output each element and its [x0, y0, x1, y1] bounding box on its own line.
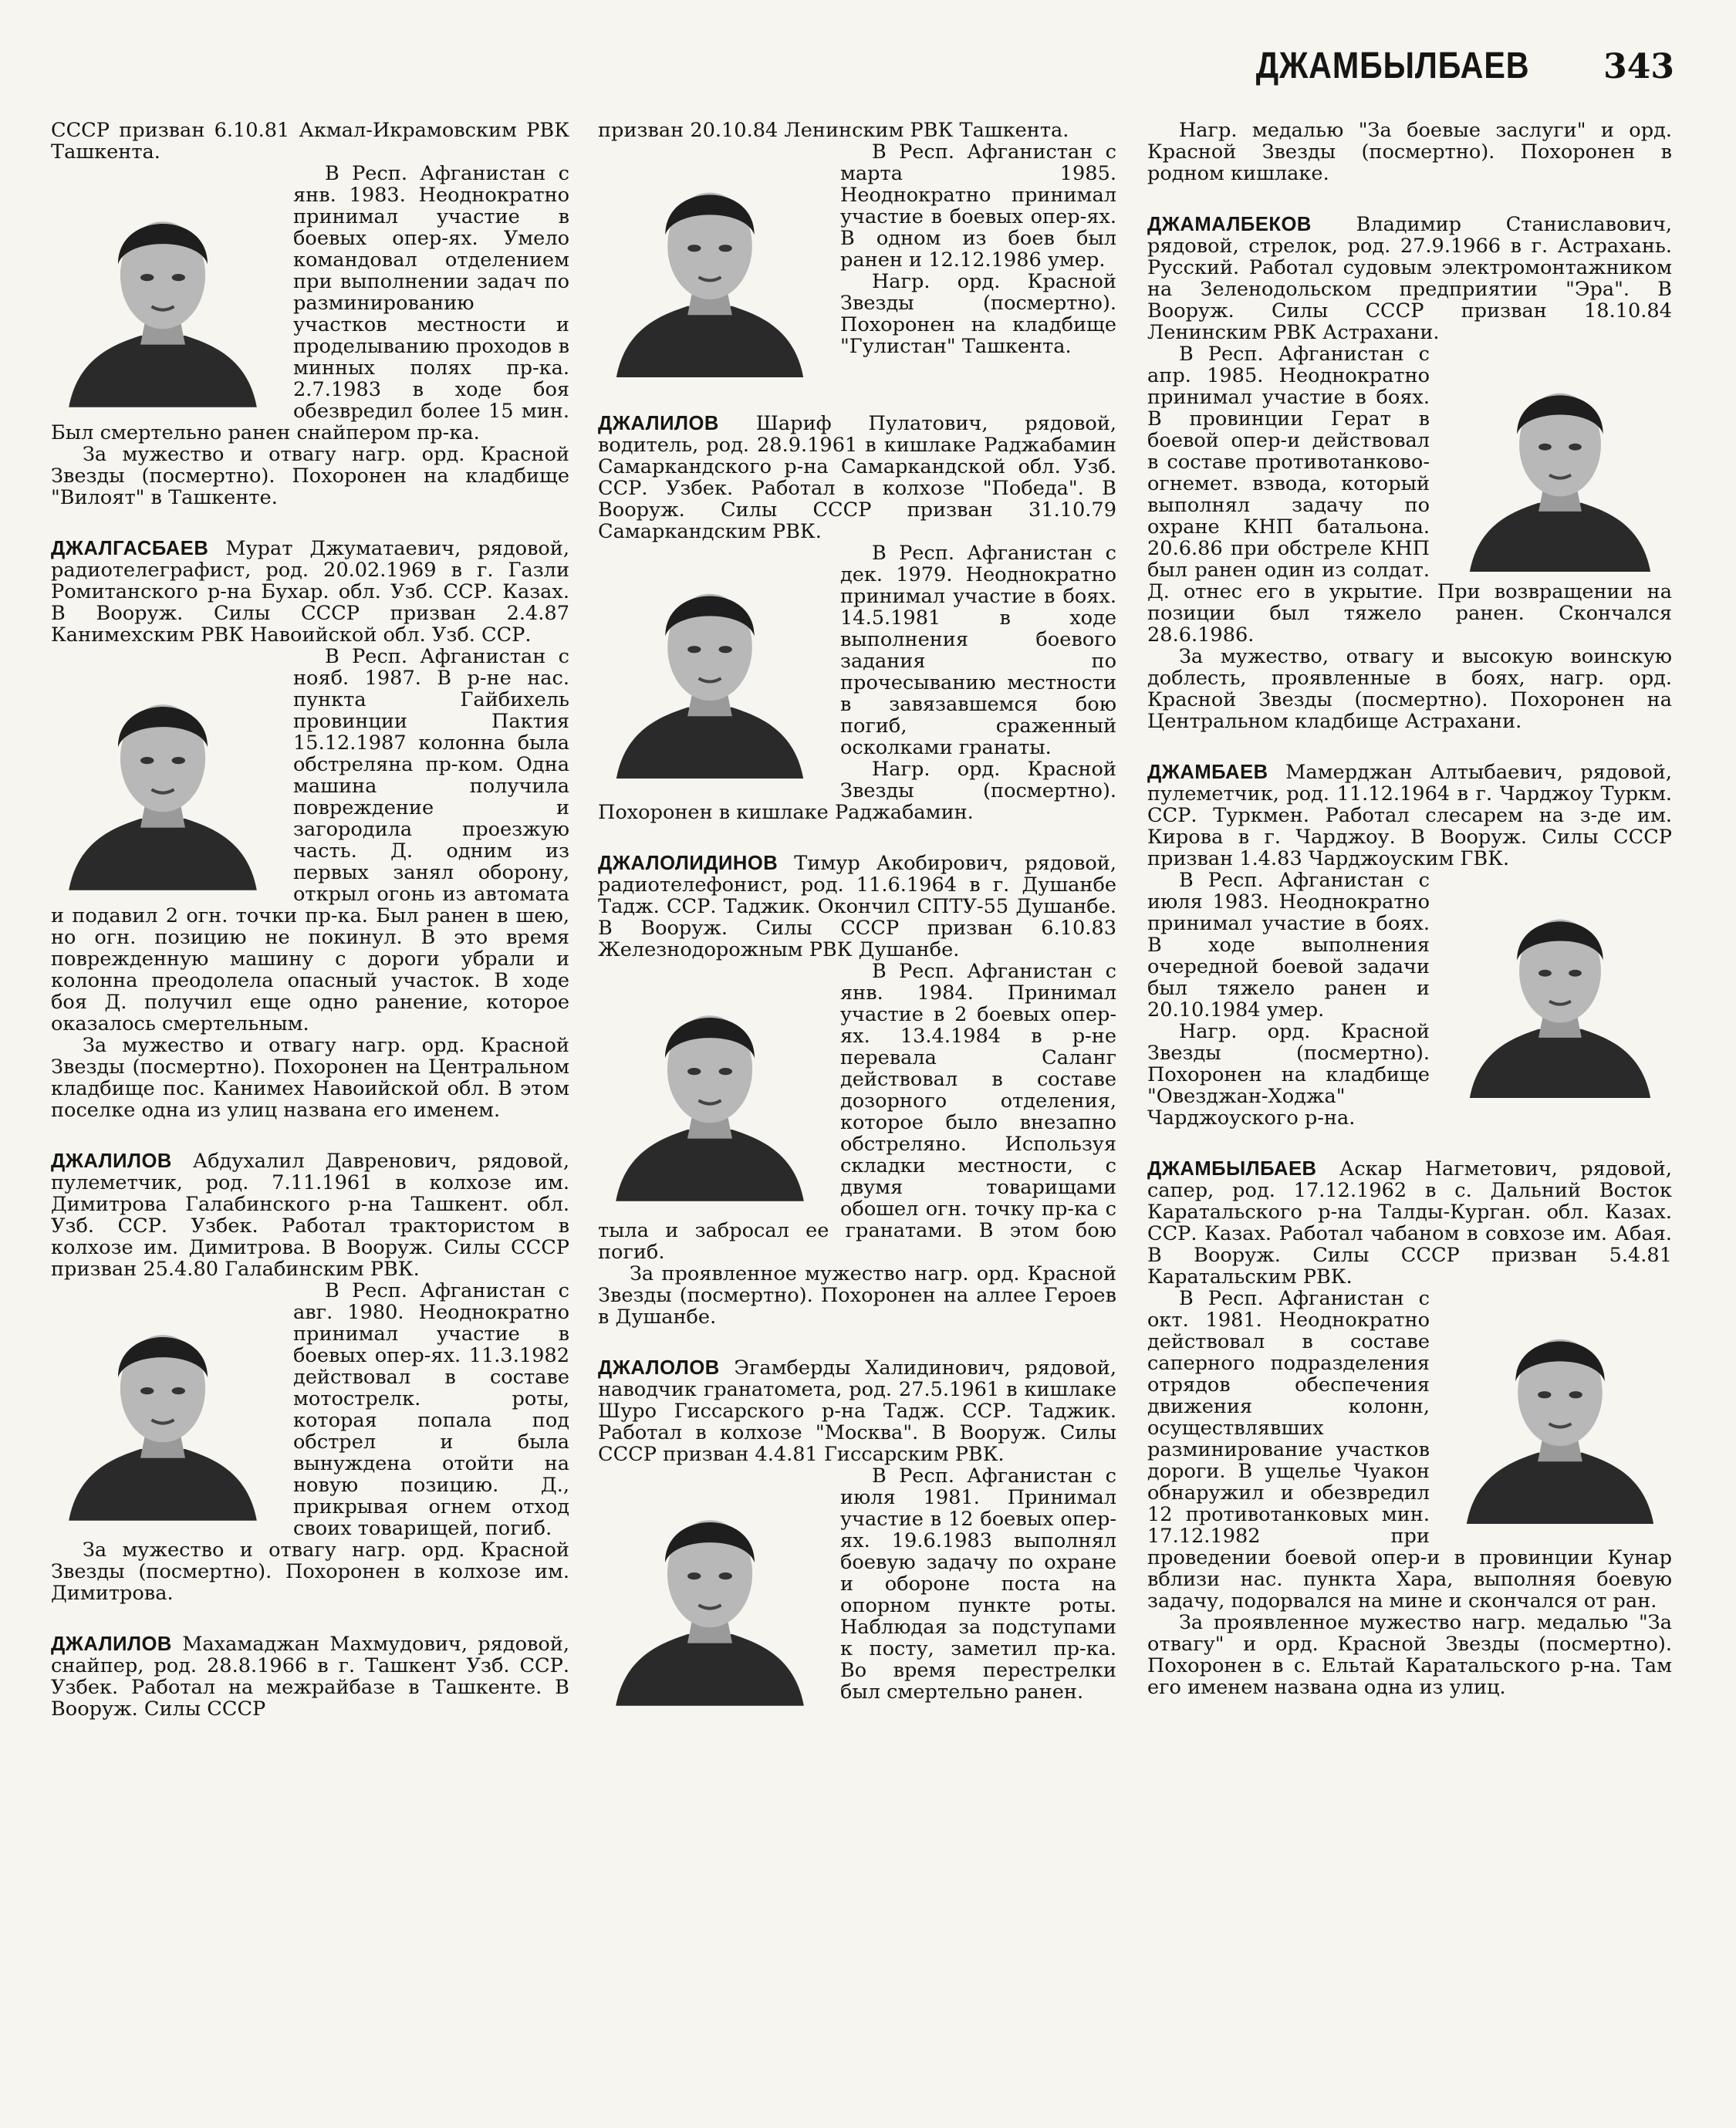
running-head: ДЖАМБЫЛБАЕВ: [1255, 46, 1530, 86]
entry-surname: ДЖАМБАЕВ: [1147, 762, 1268, 783]
entry-award-text: За проявленное мужество нагр. орд. Красной Звезды (посмертно). Похоронен на аллее Героев в Душанбе.: [598, 1262, 1116, 1329]
page-header: [1211, 45, 1674, 87]
entry-surname: ДЖАЛОЛОВ: [598, 1357, 720, 1379]
column-3: [1147, 120, 1672, 2118]
entry-award-text: Нагр. орд. Красной Звезды (посмертно). Похоронен в кишлаке Раджабамин.: [598, 758, 1116, 824]
entry-award-text: Нагр. орд. Красной Звезды (посмертно). Похоронен на кладбище "Овезджан-Ходжа" Чарджоуского р-на.: [1147, 1020, 1430, 1130]
portrait-photo: [1448, 1292, 1672, 1524]
portrait-photo: [598, 1470, 822, 1709]
entry-surname: ДЖАЛИЛОВ: [598, 413, 719, 434]
entry-surname: ДЖАЛИЛОВ: [51, 1150, 172, 1172]
entry-award-text: За мужество и отвагу нагр. орд. Красной Звезды (посмертно). Похоронен на Центральном кладбище пос. Канимех Навоийской обл. В этом поселке одна из улиц названа его именем.: [51, 1034, 569, 1122]
entry-service-text: В Респ. Афганистан с дек. 1979. Неоднократно принимал участие в боях. 14.5.1981 в ходе выполнения боевого задания по прочесыванию местности в завязавшемся бою погиб, сраженный осколками гранаты.: [840, 542, 1116, 759]
entry-lead-text: призван 20.10.84 Ленинским РВК Ташкента.: [598, 120, 1069, 142]
entry-dzhalgasbaev: [51, 538, 569, 1121]
entry-surname: ДЖАЛГАСБАЕВ: [51, 538, 209, 559]
entry-surname: ДЖАМБЫЛБАЕВ: [1147, 1158, 1317, 1180]
entry-award-text: За мужество, отвагу и высокую воинскую доблесть, проявленные в боях, нагр. орд. Красной Звезды (посмертно). Похоронен на Центральном кладбище Астрахани.: [1147, 645, 1672, 733]
entry-service-text: В Респ. Афганистан с апр. 1985. Неоднократно принимал участие в боях. В провинции Герат в боевой опер-и действовал в составе противотанково-огнемет. взвода, который выполнял задачу по охране КНП батальона. 20.6.86 при обстреле КНП был ранен один из солдат. Д. отнес его в укрытие. При возвращении на позиции был тяжело ранен. Скончался 28.6.1986.: [1147, 343, 1672, 647]
entry-award-text: Нагр. орд. Красной Звезды (посмертно). Похоронен на кладбище "Гулистан" Ташкента.: [840, 270, 1116, 358]
entry-service-text: В Респ. Афганистан с окт. 1981. Неоднократно действовал в составе саперного подразделения отрядов обеспечения движения колонн, осуществлявших разминирование участков дороги. В ущелье Чуакон обнаружил и обезвредил 12 противотанковых мин. 17.12.1982 при проведении боевой опер-и в провинции Кунар вблизи нас. пункта Хара, выполняя боевую задачу, подорвался на мине и скончался от ран.: [1147, 1287, 1672, 1613]
entry-dzhambaev: [1147, 762, 1672, 1129]
entry-dzhalolov: [598, 1357, 1116, 1715]
entry-lead-text: Мурат Джуматаевич, рядовой, радиотелеграфист, род. 20.02.1969 в г. Газли Ромитанского р-на Бухар. обл. Узб. ССР. Казах. В Вооруж. Силы СССР призван 2.4.87 Канимехским РВК Навоийской обл. Узб. ССР.: [51, 537, 569, 647]
portrait-photo: [1448, 874, 1672, 1098]
entry-surname: ДЖАМАЛБЕКОВ: [1147, 214, 1312, 235]
entry-surname: ДЖАЛИЛОВ: [51, 1633, 172, 1655]
entry-award-text: За мужество и отвагу нагр. орд. Красной Звезды (посмертно). Похоронен на кладбище "Вилоят" в Ташкенте.: [51, 443, 569, 509]
entry-continued: [598, 120, 1116, 383]
entry-lead-text: Махамаджан Махмудович, рядовой, снайпер, род. 28.8.1966 в г. Ташкент Узб. ССР. Узбек. Работал на межрайбазе в Ташкенте. В Вооруж. Силы СССР: [51, 1633, 569, 1721]
entry-award-text: За мужество и отвагу нагр. орд. Красной Звезды (посмертно). Похоронен в колхозе им. Димитрова.: [51, 1539, 569, 1605]
entry-dzhalilov-makhamadzhan: [51, 1633, 569, 1720]
portrait-photo: [598, 146, 822, 377]
entry-dzhalilov-abdukhalil: [51, 1150, 569, 1604]
entry-service-text: В Респ. Афганистан с июля 1983. Неоднократно принимал участие в боях. В ходе выполнения очередной боевой задачи был тяжело ранен и 20.10.1984 умер.: [1147, 869, 1430, 1022]
entry-service-text: В Респ. Афганистан с янв. 1984. Принимал участие в 2 боевых опер-ях. 13.4.1984 в р-не перевала Саланг действовал в составе дозорного отделения, которое было внезапно обстреляно. Используя складки местности, с двумя товарищами обошел огн. точку пр-ка с тыла и забросал ее гранатами. В этом бою погиб.: [598, 960, 1116, 1264]
entry-service-text: В Респ. Афганистан с июля 1981. Принимал участие в 12 боевых опер-ях. 19.6.1983 выполнял боевую задачу по охране и обороне поста на опорном пункте роты. Наблюдая за подступами к посту, заметил пр-ка. Во время перестрелки был смертельно ранен.: [840, 1464, 1116, 1704]
entry-surname: ДЖАЛОЛИДИНОВ: [598, 853, 778, 874]
entry-award-text: Нагр. медалью "За боевые заслуги" и орд. Красной Звезды (посмертно). Похоронен в родном кишлаке.: [1147, 120, 1672, 185]
entry-lead-text: Тимур Акобирович, рядовой, радиотелефонист, род. 11.6.1964 в г. Душанбе Тадж. ССР. Таджик. Окончил СПТУ-55 Душанбе. В Вооруж. Силы СССР призван 6.10.83 Железнодорожным РВК Душанбе.: [598, 852, 1116, 961]
entry-lead-text: Мамерджан Алтыбаевич, рядовой, пулеметчик, род. 11.12.1964 в г. Чарджоу Туркм. ССР. Туркмен. Работал слесарем на з-де им. Кирова в г. Чарджоу. В Вооруж. Силы СССР призван 1.4.83 Чарджоуским ГВК.: [1147, 761, 1672, 870]
portrait-photo: [51, 650, 275, 897]
entry-service-text: В Респ. Афганистан с нояб. 1987. В р-не нас. пункта Гайбихель провинции Пактия 15.12.1987 колонна была обстреляна пр-ком. Одна машина получила повреждение и загородила проезжую часть. Д. одним из первых занял оборону, открыл огонь из автомата и подавил 2 огн. точки пр-ка. Был ранен в шею, но огн. позицию не покинул. В это время поврежденную машину с дороги убрали и колонна преодолела опасный участок. В ходе боя Д. получил еще одно ранение, которое оказалось смертельным.: [51, 645, 569, 1035]
entry-dzhalolidinov: [598, 853, 1116, 1328]
portrait-photo: [51, 1285, 275, 1524]
entry-service-text: В Респ. Афганистан с янв. 1983. Неоднократно принимал участие в боевых опер-ях. Умело командовал отделением при выполнении задач по разминированию участков местности и проделыванию проходов в минных полях пр-ка. 2.7.1983 в ходе боя обезвредил более 15 мин. Был смертельно ранен снайпером пр-ка.: [51, 162, 569, 444]
entry-lead-text: Аскар Нагметович, рядовой, сапер, род. 17.12.1962 в с. Дальний Восток Каратальского р-на Талды-Курган. обл. Казах. ССР. Казах. Работал чабаном в совхозе им. Абая. В Вооруж. Силы СССР призван 5.4.81 Каратальским РВК.: [1147, 1157, 1672, 1289]
portrait-photo: [598, 547, 822, 779]
entry-lead-text: Абдухалил Давренович, рядовой, пулеметчик, род. 7.11.1961 в колхозе им. Димитрова Галабинского р-на Ташкент. обл. Узб. ССР. Узбек. Работал трактористом в колхозе им. Димитрова. В Вооруж. Силы СССР призван 25.4.80 Галабинским РВК.: [51, 1150, 569, 1281]
column-1: [51, 120, 569, 2118]
entry-lead-text: Эгамберды Халидинович, рядовой, наводчик гранатомета, род. 27.5.1961 в кишлаке Шуро Гиссарского р-на Тадж. ССР. Таджик. Работал в колхозе "Москва". В Вооруж. Силы СССР призван 4.4.81 Гиссарским РВК.: [598, 1356, 1116, 1466]
entry-lead-text: Владимир Станиславович, рядовой, стрелок, род. 27.9.1966 в г. Астрахань. Русский. Работал судовым электромонтажником на Зеленодольском предприятии "Эра". В Вооруж. Силы СССР призван 18.10.84 Ленинским РВК Астрахани.: [1147, 213, 1672, 344]
entry-dzhambylbaev: [1147, 1158, 1672, 1698]
entry-dzhamalbekov: [1147, 214, 1672, 732]
portrait-photo: [1448, 348, 1672, 572]
entry-dzhalilov-sharif: [598, 413, 1116, 823]
page-number: 343: [1603, 47, 1674, 86]
column-2: [598, 120, 1116, 2118]
entry-award-text: За проявленное мужество нагр. медалью "За отвагу" и орд. Красной Звезды (посмертно). Похоронен в с. Ельтай Каратальского р-на. Там его именем названа одна из улиц.: [1147, 1611, 1672, 1699]
entry-lead-text: Шариф Пулатович, рядовой, водитель, род. 28.9.1961 в кишлаке Раджабамин Самаркандского р-на Самаркандской обл. Узб. ССР. Узбек. Работал в колхозе "Победа". В Вооруж. Силы СССР призван 31.10.79 Самаркандским РВК.: [598, 412, 1116, 543]
portrait-photo: [51, 167, 275, 414]
entry-service-text: В Респ. Афганистан с авг. 1980. Неоднократно принимал участие в боевых опер-ях. 11.3.1982 действовал в составе мотострелк. роты, которая попала под обстрел и была вынуждена отойти на новую позицию. Д., прикрывая огнем отход своих товарищей, погиб.: [293, 1279, 569, 1540]
entry-service-text: В Респ. Афганистан с марта 1985. Неоднократно принимал участие в боевых опер-ях. В одном из боев был ранен и 12.12.1986 умер.: [840, 140, 1116, 272]
entry-lead-text: СССР призван 6.10.81 Акмал-Икрамовским РВК Ташкента.: [51, 120, 569, 164]
portrait-photo: [598, 965, 822, 1204]
entry-continued: [51, 120, 569, 508]
entry-continued: [1147, 120, 1672, 184]
